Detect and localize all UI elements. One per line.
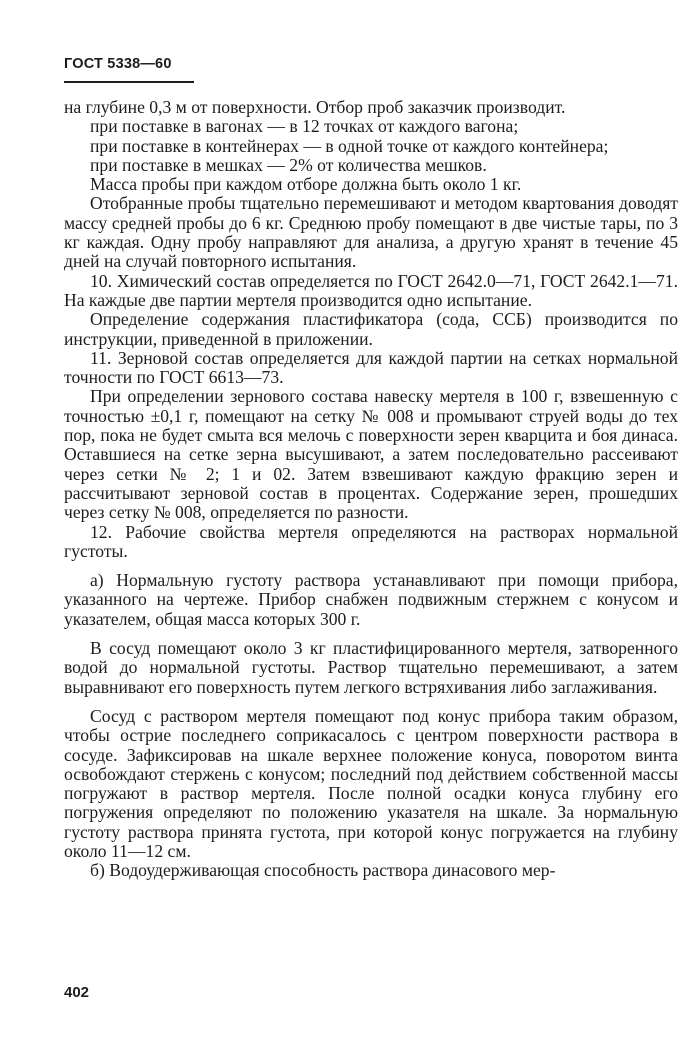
paragraph-item-10: 10. Химический состав определяется по ГОСТ 2642.0—71, ГОСТ 2642.1—71. На каждые две партии мертеля производится одно испытание. <box>64 270 678 310</box>
paragraph-continuation: на глубине 0,3 м от поверхности. Отбор проб заказчик производит. <box>64 97 566 117</box>
page-header: ГОСТ 5338—60 <box>64 56 172 72</box>
header-rule <box>64 81 194 83</box>
paragraph-item-11: 11. Зерновой состав определяется для каждой партии на сетках нормальной точности по ГОСТ 6613—73. <box>64 347 678 388</box>
paragraph-wagons: при поставке в вагонах — в 12 точках от каждого вагона; <box>90 116 519 137</box>
paragraph-cone: Сосуд с раствором мертеля помещают под конус прибора таким образом, чтобы острие последнего соприкасалось с центром поверхности раствора в сосуде. Зафиксировав на шкале верхнее положение конуса, поворотом винта освобождают стержень с конусом; последний под действием собственной массы погружают в раствор мертеля. После полной осадки конуса глубину его погружения определяют по положению указателя на шкале. За нормальную густоту раствора принята густота, при которой конус погружается на глубину около 11—12 см. <box>64 705 678 861</box>
page-number: 402 <box>64 984 90 1001</box>
paragraph-item-12a: а) Нормальную густоту раствора устанавливают при помощи прибора, указанного на чертеже. Прибор снабжен подвижным стержнем с конусом и указателем, общая масса которых 300 г. <box>64 570 678 629</box>
paragraph-item-12b: б) Водоудерживающая способность раствора динасового мер- <box>90 860 556 881</box>
paragraph-item-12: 12. Рабочие свойства мертеля определяются на растворах нормальной густоты. <box>64 521 678 561</box>
paragraph-containers: при поставке в контейнерах — в одной точке от каждого контейнера; <box>90 135 609 156</box>
paragraph-sample-mass: Масса пробы при каждом отборе должна быть около 1 кг. <box>90 174 522 195</box>
paragraph-bags: при поставке в мешках — 2% от количества мешков. <box>90 154 487 175</box>
paragraph-quartering: Отобранные пробы тщательно перемешивают и методом квартования доводят массу средней пробы до 6 кг. Среднюю пробу помещают в две чистые тары, по 3 кг каждая. Одну пробу направляют для анализа, а другую хранят в течение 45 дней на случай повторного испытания. <box>64 193 678 272</box>
paragraph-plasticizer: Определение содержания пластификатора (сода, ССБ) производится по инструкции, приведенной в приложении. <box>64 309 678 349</box>
paragraph-vessel: В сосуд помещают около 3 кг пластифицированного мертеля, затворенного водой до нормальной густоты. Раствор тщательно перемешивают, а затем выравнивают его поверхность путем легкого встряхивания либо заглаживания. <box>64 638 678 697</box>
body-text <box>64 98 678 881</box>
paragraph-grain-method: При определении зернового состава навеску мертеля в 100 г, взвешенную с точностью ±0,1 г, помещают на сетку № 008 и промывают струей воды до тех пор, пока не будет смыта вся мелочь с поверхности зерен кварцита и боя динаса. Оставшиеся на сетке зерна высушивают, а затем последовательно рассеивают через сетки № 2; 1 и 02. Затем взвешивают каждую фракцию зерен и рассчитывают зерновой состав в процентах. Содержание зерен, прошедших через сетку № 008, определяется по разности. <box>64 386 678 523</box>
